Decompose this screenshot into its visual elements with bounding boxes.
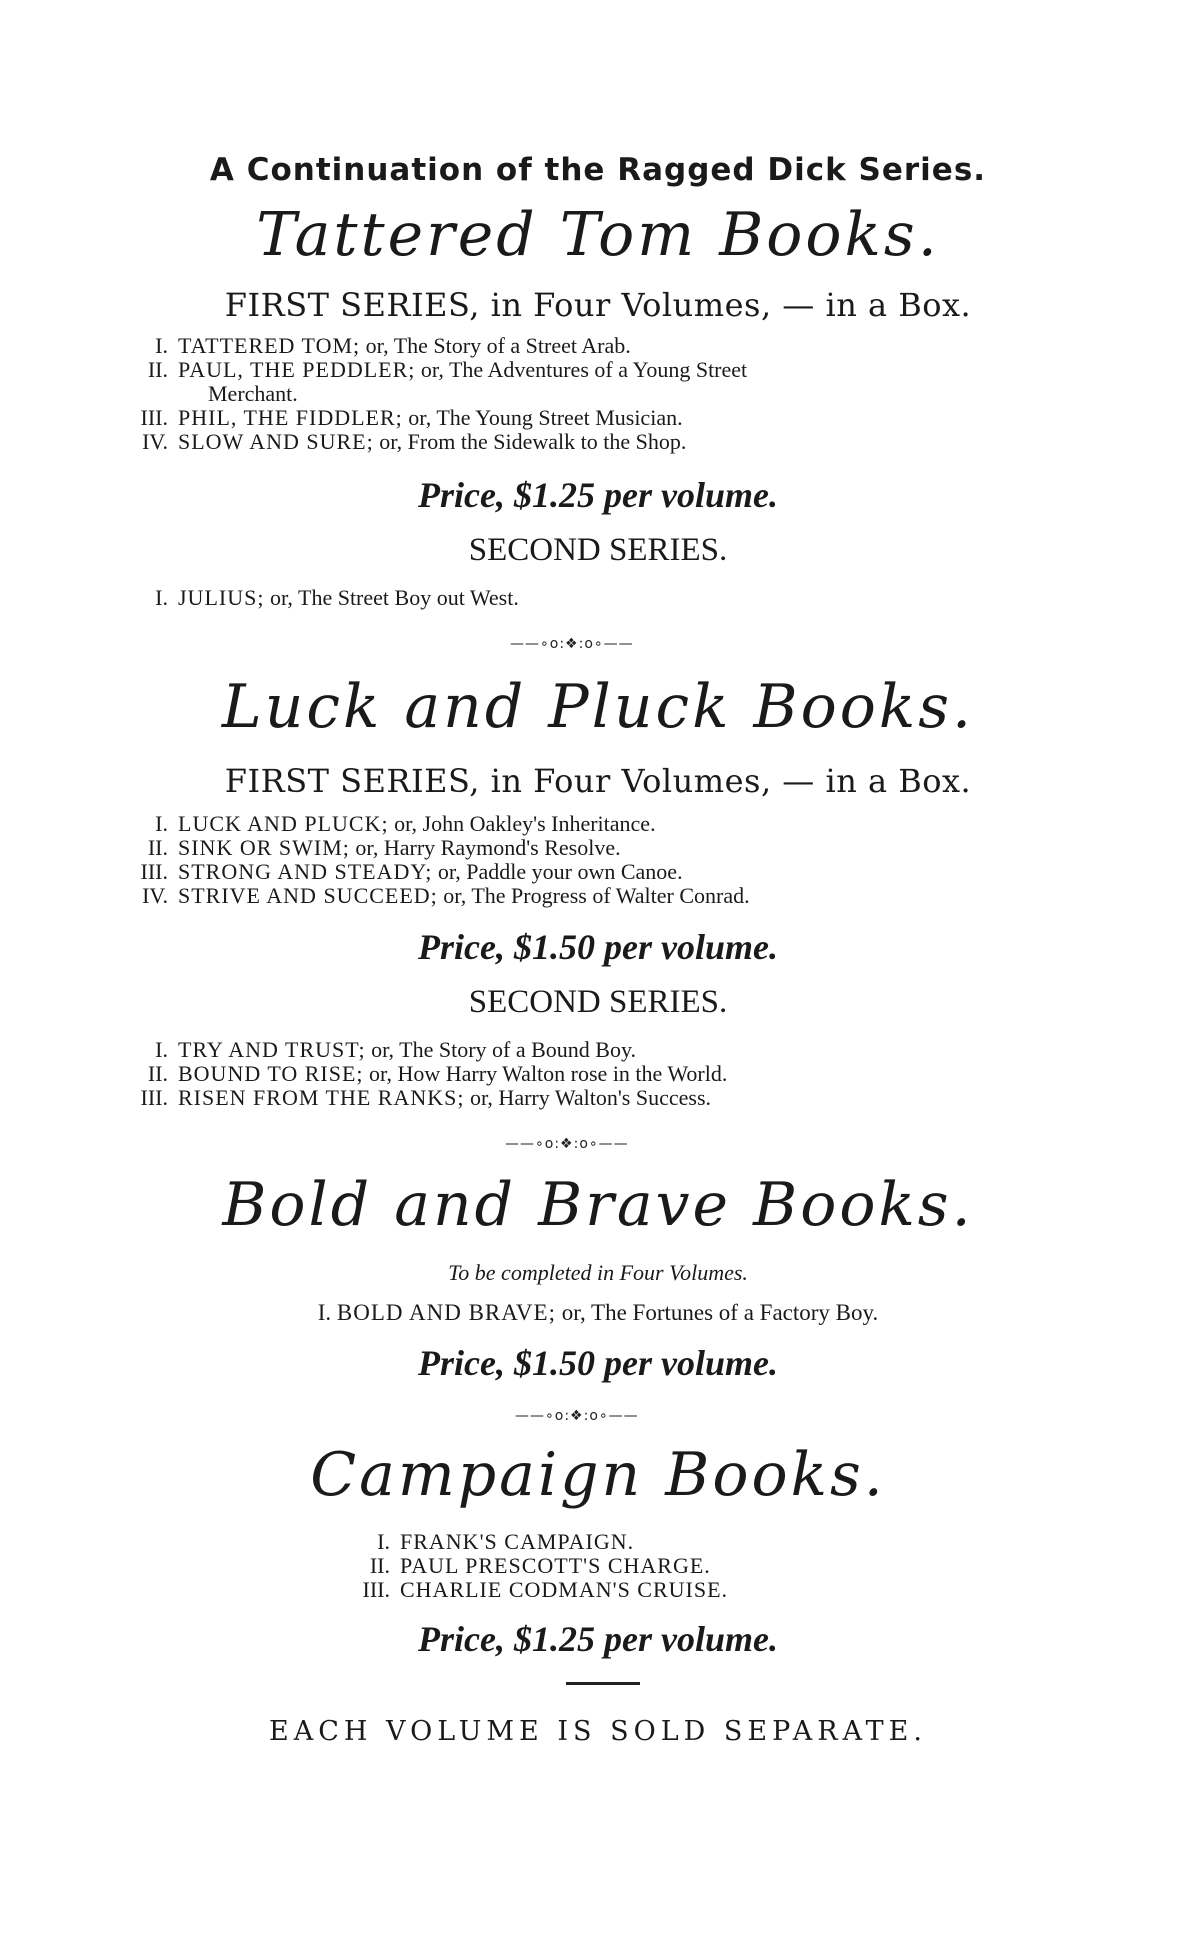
item-subtitle: or, The Progress of Walter Conrad. xyxy=(443,883,750,908)
item-title: STRONG AND STEADY; xyxy=(178,859,433,884)
series-banner: A Continuation of the Ragged Dick Series. xyxy=(209,152,987,188)
item-number: III. xyxy=(140,1085,168,1110)
luck-first-list xyxy=(118,812,750,908)
list-item xyxy=(118,358,747,382)
item-title: BOLD AND BRAVE; xyxy=(336,1300,556,1325)
list-item xyxy=(118,1086,727,1110)
item-title: PAUL PRESCOTT'S CHARGE. xyxy=(400,1553,711,1578)
list-item xyxy=(118,586,519,610)
item-title: BOUND TO RISE; xyxy=(178,1061,364,1086)
list-item xyxy=(340,1530,728,1554)
item-number: II. xyxy=(147,835,168,860)
item-title: SINK OR SWIM; xyxy=(178,835,350,860)
item-subtitle: or, How Harry Walton rose in the World. xyxy=(369,1061,728,1086)
item-title: CHARLIE CODMAN'S CRUISE. xyxy=(400,1577,729,1602)
short-rule xyxy=(566,1682,640,1685)
list-item xyxy=(118,430,747,454)
item-title: PHIL, THE FIDDLER; xyxy=(178,405,403,430)
bold-brave-note: To be completed in Four Volumes. xyxy=(448,1260,748,1285)
tattered-first-series: FIRST SERIES, in Four Volumes, — in a Box. xyxy=(224,286,972,324)
item-title: STRIVE AND SUCCEED; xyxy=(178,883,438,908)
tattered-second-list xyxy=(118,586,519,610)
luck-price: Price, $1.50 per volume. xyxy=(418,927,778,967)
item-subtitle: or, Harry Walton's Success. xyxy=(469,1085,712,1110)
tattered-price: Price, $1.25 per volume. xyxy=(418,475,778,515)
item-title: RISEN FROM THE RANKS; xyxy=(178,1085,465,1110)
item-number: I. xyxy=(155,1037,168,1062)
footer-notice: EACH VOLUME IS SOLD SEPARATE. xyxy=(269,1716,927,1747)
item-subtitle: or, The Young Street Musician. xyxy=(408,405,683,430)
item-number: I. xyxy=(317,1300,332,1325)
bold-brave-heading: Bold and Brave Books. xyxy=(222,1170,974,1240)
item-subtitle: or, The Story of a Street Arab. xyxy=(365,333,631,358)
item-subtitle: or, Harry Raymond's Resolve. xyxy=(355,835,621,860)
item-title: JULIUS; xyxy=(178,585,265,610)
item-number: I. xyxy=(377,1529,390,1554)
ornament-divider: ——∘o:❖:o∘—— xyxy=(515,1408,639,1424)
item-subtitle: or, The Street Boy out West. xyxy=(269,585,519,610)
item-continuation: Merchant. xyxy=(208,381,298,406)
bold-brave-item xyxy=(0,1300,1196,1326)
list-item xyxy=(118,1038,727,1062)
ornament-divider: ——∘o:❖:o∘—— xyxy=(510,636,634,652)
item-number: II. xyxy=(147,357,168,382)
luck-first-series: FIRST SERIES, in Four Volumes, — in a Box. xyxy=(224,762,972,800)
item-number: I. xyxy=(155,333,168,358)
item-subtitle: or, John Oakley's Inheritance. xyxy=(394,811,656,836)
list-item xyxy=(340,1554,728,1578)
item-number: III. xyxy=(140,859,168,884)
list-item xyxy=(118,334,747,358)
item-title: SLOW AND SURE; xyxy=(178,429,374,454)
item-number: III. xyxy=(140,405,168,430)
item-subtitle: or, The Adventures of a Young Street xyxy=(420,357,748,382)
list-item xyxy=(118,860,750,884)
item-number: IV. xyxy=(142,429,168,454)
campaign-heading: Campaign Books. xyxy=(310,1440,886,1510)
tattered-first-list xyxy=(118,334,747,454)
list-item xyxy=(118,1062,727,1086)
item-title: TATTERED TOM; xyxy=(178,333,361,358)
item-number: II. xyxy=(369,1553,390,1578)
list-item xyxy=(118,406,747,430)
item-number: III. xyxy=(362,1577,390,1602)
item-subtitle: or, Paddle your own Canoe. xyxy=(437,859,683,884)
bold-brave-price: Price, $1.50 per volume. xyxy=(418,1343,778,1383)
item-number: II. xyxy=(147,1061,168,1086)
list-item xyxy=(118,836,750,860)
item-title: PAUL, THE PEDDLER; xyxy=(178,357,416,382)
item-subtitle: or, The Story of a Bound Boy. xyxy=(371,1037,637,1062)
list-item-continuation xyxy=(118,382,747,406)
luck-second-series: SECOND SERIES. xyxy=(468,984,728,1020)
luck-pluck-heading: Luck and Pluck Books. xyxy=(221,672,975,742)
tattered-second-series: SECOND SERIES. xyxy=(468,532,728,568)
item-number: I. xyxy=(155,585,168,610)
list-item xyxy=(118,884,750,908)
list-item xyxy=(118,812,750,836)
item-title: FRANK'S CAMPAIGN. xyxy=(400,1529,635,1554)
list-item xyxy=(340,1578,728,1602)
tattered-tom-heading: Tattered Tom Books. xyxy=(256,200,940,270)
luck-second-list xyxy=(118,1038,727,1110)
item-title: TRY AND TRUST; xyxy=(178,1037,366,1062)
ornament-divider: ——∘o:❖:o∘—— xyxy=(505,1136,629,1152)
item-subtitle: or, The Fortunes of a Factory Boy. xyxy=(561,1300,879,1325)
item-title: LUCK AND PLUCK; xyxy=(178,811,389,836)
campaign-price: Price, $1.25 per volume. xyxy=(418,1619,778,1659)
campaign-list xyxy=(340,1530,728,1602)
item-number: I. xyxy=(155,811,168,836)
item-subtitle: or, From the Sidewalk to the Shop. xyxy=(379,429,687,454)
item-number: IV. xyxy=(142,883,168,908)
